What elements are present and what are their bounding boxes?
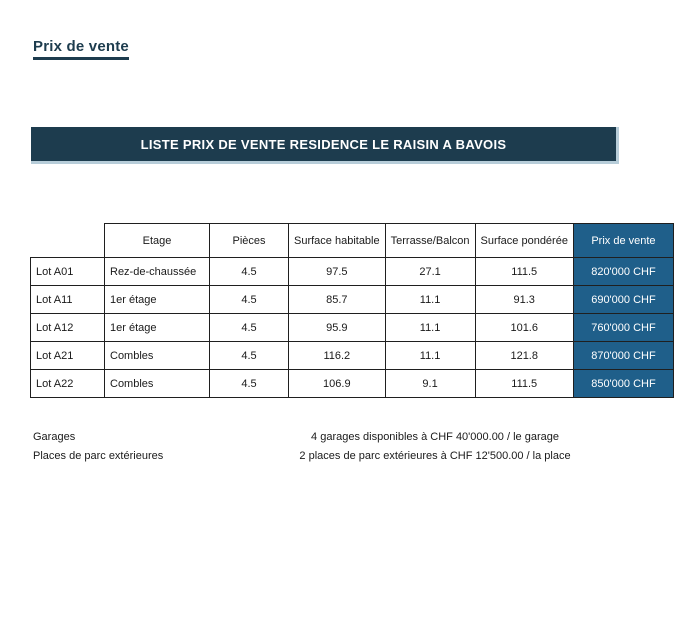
etage-cell: Combles xyxy=(105,342,210,370)
page-title: Prix de vente xyxy=(33,38,129,60)
lot-cell: Lot A11 xyxy=(31,286,105,314)
table-header-row xyxy=(31,224,674,258)
prix-cell: 820'000 CHF xyxy=(573,258,673,286)
header-cell-terrasse-balcon: Terrasse/Balcon xyxy=(385,224,475,258)
surface-habitable-cell: 116.2 xyxy=(289,342,386,370)
etage-cell: 1er étage xyxy=(105,286,210,314)
price-table xyxy=(30,223,674,398)
etage-cell: 1er étage xyxy=(105,314,210,342)
table-row xyxy=(31,370,674,398)
surface-habitable-cell: 95.9 xyxy=(289,314,386,342)
surface-habitable-cell: 97.5 xyxy=(289,258,386,286)
surface-ponderee-cell: 91.3 xyxy=(475,286,573,314)
pieces-cell: 4.5 xyxy=(210,342,289,370)
lot-cell: Lot A22 xyxy=(31,370,105,398)
pieces-cell: 4.5 xyxy=(210,258,289,286)
header-cell-surface-ponderee: Surface pondérée xyxy=(475,224,573,258)
surface-ponderee-cell: 101.6 xyxy=(475,314,573,342)
terrasse-balcon-cell: 27.1 xyxy=(385,258,475,286)
table-row xyxy=(31,342,674,370)
pieces-cell: 4.5 xyxy=(210,314,289,342)
prix-cell: 850'000 CHF xyxy=(573,370,673,398)
header-cell-lot xyxy=(31,224,105,258)
header-cell-etage: Etage xyxy=(105,224,210,258)
lot-cell: Lot A12 xyxy=(31,314,105,342)
header-cell-prix-de-vente: Prix de vente xyxy=(573,224,673,258)
surface-ponderee-cell: 111.5 xyxy=(475,370,573,398)
prix-cell: 690'000 CHF xyxy=(573,286,673,314)
surface-ponderee-cell: 111.5 xyxy=(475,258,573,286)
header-cell-surface-habitable: Surface habitable xyxy=(289,224,386,258)
pieces-cell: 4.5 xyxy=(210,370,289,398)
footnote-detail-places-de-parc: 2 places de parc extérieures à CHF 12'500.00 / la place xyxy=(299,450,571,462)
surface-ponderee-cell: 121.8 xyxy=(475,342,573,370)
list-title-banner xyxy=(31,127,619,164)
footnote-label-places-de-parc: Places de parc extérieures xyxy=(33,450,164,462)
terrasse-balcon-cell: 11.1 xyxy=(385,286,475,314)
surface-habitable-cell: 106.9 xyxy=(289,370,386,398)
list-title-text: LISTE PRIX DE VENTE RESIDENCE LE RAISIN A BAVOIS xyxy=(140,136,507,152)
surface-habitable-cell: 85.7 xyxy=(289,286,386,314)
terrasse-balcon-cell: 11.1 xyxy=(385,314,475,342)
etage-cell: Combles xyxy=(105,370,210,398)
lot-cell: Lot A01 xyxy=(31,258,105,286)
table-row xyxy=(31,286,674,314)
header-cell-pieces: Pièces xyxy=(210,224,289,258)
table-row xyxy=(31,258,674,286)
footnote-label-garages: Garages xyxy=(33,431,76,443)
terrasse-balcon-cell: 11.1 xyxy=(385,342,475,370)
table-row xyxy=(31,314,674,342)
prix-cell: 760'000 CHF xyxy=(573,314,673,342)
terrasse-balcon-cell: 9.1 xyxy=(385,370,475,398)
etage-cell: Rez-de-chaussée xyxy=(105,258,210,286)
pieces-cell: 4.5 xyxy=(210,286,289,314)
lot-cell: Lot A21 xyxy=(31,342,105,370)
prix-cell: 870'000 CHF xyxy=(573,342,673,370)
footnote-detail-garages: 4 garages disponibles à CHF 40'000.00 / le garage xyxy=(311,431,559,443)
